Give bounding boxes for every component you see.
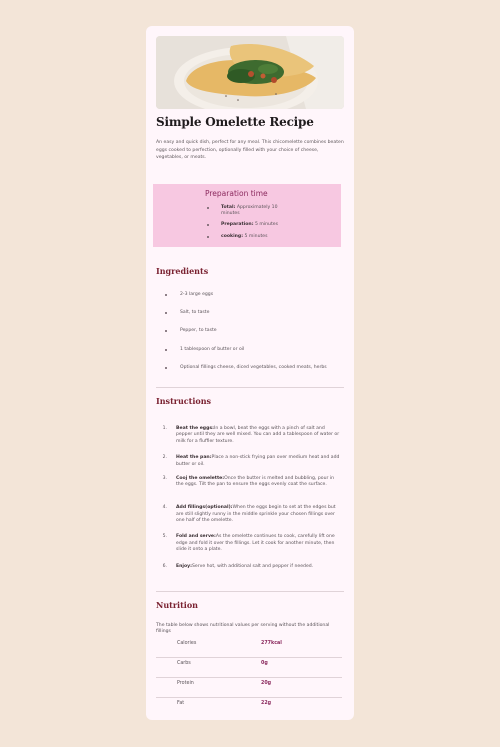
- ingredients-list: [163, 292, 348, 383]
- prep-item-preparation: Preparation: 5 minutes: [207, 222, 293, 228]
- nutrition-heading: Nutrition: [156, 600, 198, 610]
- nutrient-name: Fat: [177, 701, 185, 706]
- nutrient-value: 20g: [261, 681, 272, 686]
- prep-heading: Preparation time: [205, 189, 268, 198]
- table-row: [156, 678, 342, 698]
- list-item: 2-3 large eggs: [163, 292, 348, 310]
- table-row: [156, 698, 342, 718]
- list-item: 6. Enjoy:Serve hot, with additional salt and pepper if needed.: [162, 563, 314, 569]
- nutrition-intro: The table below shows nutritional values per serving without the additional fillings: [156, 623, 330, 634]
- prep-item-total: Total: Approximately 10 minutes: [207, 205, 293, 217]
- list-item: 4. Add fillings(optional):When the eggs begin to set at the edges but are still slightly runny in the middle sprinkle your chosen fillings over one half of the omelette.: [162, 505, 336, 523]
- nutrient-name: Calories: [177, 641, 197, 646]
- list-item: Optional fillings cheese, diced vegetables, cooked meats, herbs: [163, 365, 348, 383]
- prep-item-cooking: cooking: 5 minutes: [207, 234, 293, 240]
- table-row: [156, 638, 342, 658]
- list-item: 1. Beat the eggs:In a bowl, beat the eggs with a pinch of salt and pepper until they are well mixed. You can add a tablespoon of water or milk for a fluffier texture.: [162, 426, 340, 444]
- list-item: 5. Fold and serve:As the omelette continues to cook, carefully lift one edge and fold it over the fillings. Let it cook for another minute, then slide it onto a plate.: [162, 534, 335, 553]
- ingredients-heading: Ingredients: [156, 266, 209, 276]
- nutrition-table: [156, 638, 342, 718]
- list-item: 3. Cooj the omelette:Once the butter is melted and bubbling, pour in the eggs. Tilt the pan to ensure the eggs evenly coat the surface.: [162, 475, 335, 488]
- divider: [156, 591, 344, 592]
- list-item: 1 tablespoon of butter or oil: [163, 347, 348, 365]
- list-item: 2. Heat the pan:Place a non-stick frying pan over medium heat and add butter or oil.: [162, 455, 340, 467]
- recipe-card: [146, 26, 354, 720]
- instructions-heading: Instructions: [156, 396, 212, 406]
- nutrient-value: 277kcal: [261, 641, 282, 646]
- list-item: Salt, to taste: [163, 310, 348, 328]
- table-row: [156, 658, 342, 678]
- nutrient-name: Protein: [177, 681, 194, 686]
- nutrient-value: 0g: [261, 661, 268, 666]
- nutrient-name: Carbs: [177, 661, 191, 666]
- recipe-intro: An easy and quick dish, perfect for any meal. This chicomelette combines beaten eggs cooked to perfection, optionally filled with your choice of cheese, vegetables, or meats.: [156, 140, 344, 161]
- divider: [156, 387, 344, 388]
- recipe-title: Simple Omelette Recipe: [156, 115, 314, 129]
- instructions-list: [160, 426, 340, 570]
- preparation-time-box: [153, 184, 341, 247]
- omelette-photo: [156, 36, 344, 109]
- nutrient-value: 22g: [261, 701, 272, 706]
- list-item: Pepper, to taste: [163, 328, 348, 346]
